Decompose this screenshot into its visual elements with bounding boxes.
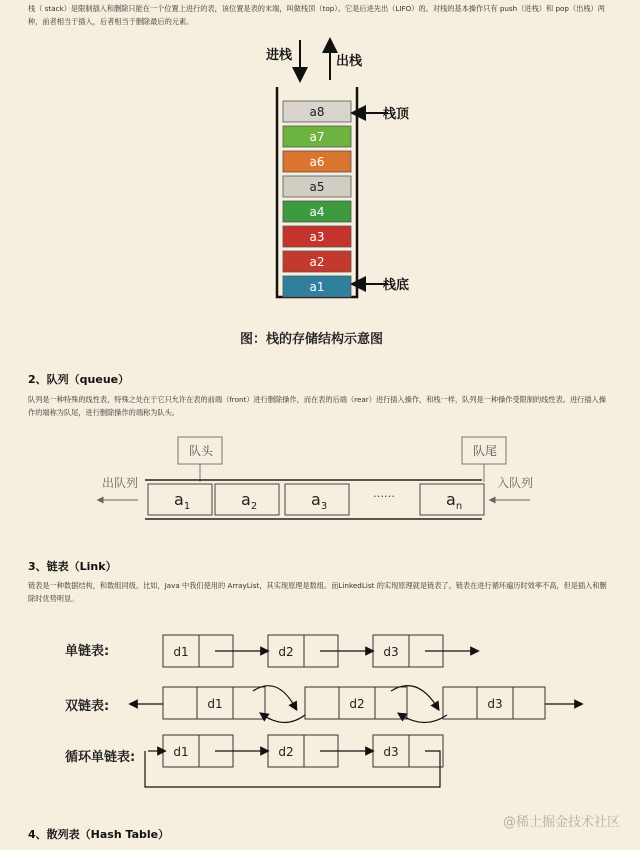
queue-head-label: 队头 (189, 444, 214, 458)
double-list-label: 双链表: (65, 699, 110, 714)
circular-list-label: 循环单链表: (65, 750, 136, 765)
stack-cell-label: a3 (309, 230, 325, 244)
stack-diagram (230, 35, 440, 355)
stack-cell-label: a8 (309, 105, 325, 119)
queue-heading: 2、队列（queue） (28, 373, 130, 386)
double-curve-arrow (401, 715, 447, 723)
bottom-label: 栈底 (383, 278, 410, 293)
single-list-label: 单链表: (65, 644, 110, 659)
queue-cell-label: $a_3$ (311, 490, 328, 512)
node-label: d1 (173, 745, 189, 759)
watermark: @稀土掘金技术社区 (502, 815, 620, 830)
enqueue-label: 入队列 (497, 476, 534, 490)
linked-list-diagram (55, 615, 600, 805)
queue-ellipsis: …… (373, 487, 395, 500)
top-label: 栈顶 (383, 107, 410, 122)
stack-cell-label: a5 (309, 180, 325, 194)
link-paragraph: 链表是一种数据结构，和数组同级。比如，Java 中我们使用的 ArrayList，其实现原理是数组。而LinkedList 的实现原理就是链表了。链表在进行循环遍历时效率不高，但是插入和删除时优势明显。 (28, 581, 607, 603)
node-label: d2 (349, 697, 365, 711)
node-label: d2 (278, 645, 294, 659)
double-curve-arrow (253, 686, 295, 707)
double-curve-arrow (263, 715, 305, 723)
queue-cell-label: $a_2$ (241, 490, 258, 512)
hash-heading: 4、散列表（Hash Table） (28, 828, 170, 841)
node-label: d2 (278, 745, 294, 759)
node-label: d3 (383, 745, 399, 759)
queue-cell-label: $a_1$ (174, 490, 191, 512)
stack-cell-label: a7 (309, 130, 325, 144)
stack-cell-label: a1 (309, 280, 325, 294)
queue-diagram (90, 432, 550, 532)
dequeue-label: 出队列 (102, 476, 139, 490)
intro-paragraph: 栈（ stack）是限制插入和删除只能在一个位置上进行的表，该位置是表的末端，叫做栈顶（top）。它是后进先出（LIFO）的。对栈的基本操作只有 push（进栈）和 pop（出栈）两种，前者相当于插入，后者相当于删除最后的元素。 (28, 4, 605, 26)
queue-paragraph: 队列是一种特殊的线性表，特殊之处在于它只允许在表的前端（front）进行删除操作，而在表的后端（rear）进行插入操作，和栈一样，队列是一种操作受限制的线性表。进行插入操作的端称为队尾，进行删除操作的端称为队头。 (28, 395, 606, 417)
pop-label: 出栈 (336, 54, 363, 69)
node-label: d1 (207, 697, 223, 711)
link-heading: 3、链表（Link） (28, 560, 117, 573)
node-label: d3 (383, 645, 399, 659)
node-label: d3 (487, 697, 503, 711)
double-curve-arrow (391, 686, 437, 707)
stack-cell-label: a6 (309, 155, 325, 169)
queue-tail-label: 队尾 (473, 444, 498, 458)
queue-cell-label: $a_n$ (446, 490, 463, 512)
stack-caption: 图：栈的存储结构示意图 (240, 332, 384, 347)
stack-cell-label: a4 (309, 205, 325, 219)
stack-cell-label: a2 (309, 255, 325, 269)
push-label: 进栈 (266, 48, 293, 63)
node-label: d1 (173, 645, 189, 659)
